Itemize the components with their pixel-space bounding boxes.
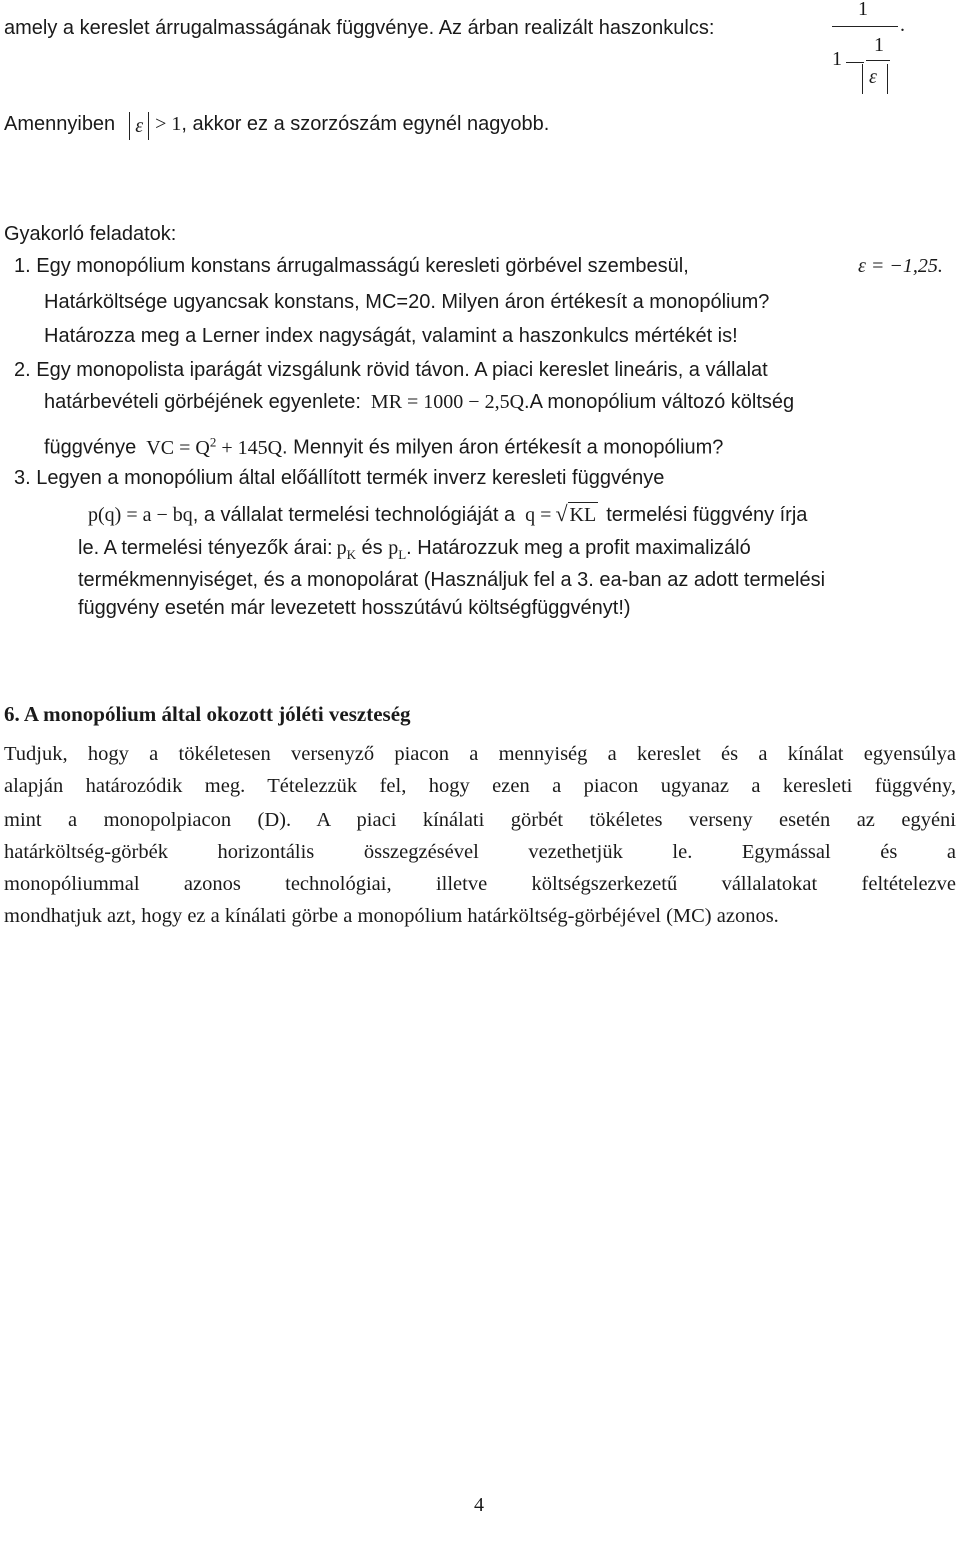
amennyiben-prefix: Amennyiben xyxy=(4,113,116,135)
task3-line4: termékmennyiséget, és a monopolárat (Használjuk fel a 3. ea-ban az adott termelési xyxy=(78,569,826,591)
intro-line xyxy=(4,16,714,40)
task3-sqrt-kl: KL xyxy=(569,504,597,526)
inner-numerator: 1 xyxy=(874,34,884,56)
task1-epsilon-value xyxy=(858,254,943,278)
exercises-title: Gyakorló feladatok: xyxy=(4,223,177,245)
pk-p: p xyxy=(336,537,347,559)
fraction-den-minus xyxy=(846,62,864,63)
task3-line3 xyxy=(78,536,751,567)
paragraph-line: határköltség-görbék horizontális összegzésével vezethetjük le. Egymással és a xyxy=(4,841,956,863)
vc-exponent: 2 xyxy=(209,434,217,449)
task2-line1: 2. Egy monopolista iparágát vizsgálunk rövid távon. A piaci kereslet lineáris, a vállalat xyxy=(14,359,768,381)
inner-abs-epsilon xyxy=(862,64,888,94)
task3-es: és xyxy=(355,537,389,559)
task2-tail: .A monopólium változó költség xyxy=(524,391,795,413)
amennyiben-line xyxy=(4,112,549,140)
fraction-period: . xyxy=(900,14,905,36)
fraction-bar xyxy=(832,26,898,27)
inner-fraction-bar xyxy=(866,60,890,61)
task3-line2 xyxy=(88,502,807,529)
pl-p: p xyxy=(388,537,399,559)
task3-inverse-demand: p(q) = a − bq xyxy=(88,504,193,526)
paragraph-line: alapján határozódik meg. Tételezzük fel, hogy ezen a piacon ugyanaz a keresleti függvény, xyxy=(4,775,956,797)
pl-sub: L xyxy=(398,547,407,562)
amennyiben-rel: > 1 xyxy=(155,113,182,135)
task1-text: 1. Egy monopólium konstans árrugalmasságú keresleti görbével szembesül, xyxy=(14,255,689,277)
task2-line3 xyxy=(44,430,723,462)
task1-line1 xyxy=(14,254,689,278)
task3-line3-tail: . Határozzuk meg a profit maximalizáló xyxy=(406,537,751,559)
paragraph-line: mint a monopolpiacon (D). A piaci kínálati görbét tökéletes verseny esetén az egyéni xyxy=(4,809,956,831)
task3-q-eq: q = xyxy=(525,504,552,526)
task2-line3-tail: . Mennyit és milyen áron értékesít a monopólium? xyxy=(282,436,724,459)
vc-part-b: + 145Q xyxy=(216,436,283,459)
paragraph-line: monopóliummal azonos technológiai, illetve költségszerkezetű vállalatokat feltételezve xyxy=(4,873,956,895)
task3-mid: , a vállalat termelési technológiáját a xyxy=(192,504,516,526)
vc-part-a: VC = Q xyxy=(146,436,210,459)
pk-sub: K xyxy=(346,547,356,562)
task1-epsilon: ε = −1,25. xyxy=(858,255,943,277)
task1-line2: Határköltsége ugyancsak konstans, MC=20. Milyen áron értékesít a monopólium? xyxy=(44,291,770,313)
task2-vc-equation xyxy=(146,434,283,459)
fraction-numerator: 1 xyxy=(858,0,868,20)
paragraph-line: mondhatjuk azt, hogy ez a kínálati görbe a monopólium határköltség-görbéjével (MC) azonos. xyxy=(4,905,779,927)
task2-text: határbevételi görbéjének egyenlete: xyxy=(44,391,361,413)
epsilon-symbol-2: ε xyxy=(135,115,144,138)
epsilon-symbol: ε xyxy=(869,66,877,88)
intro-text: amely a kereslet árrugalmasságának függvénye. Az árban realizált haszonkulcs: xyxy=(4,17,715,39)
fraction-den-one: 1 xyxy=(832,48,842,70)
abs-epsilon xyxy=(129,112,149,140)
sqrt-symbol: √ xyxy=(555,501,568,526)
task3-line5: függvény esetén már levezetett hosszútávú költségfüggvényt!) xyxy=(78,597,631,619)
task2-line2 xyxy=(44,390,794,416)
page-number: 4 xyxy=(474,1494,484,1516)
section-heading: 6. A monopólium által okozott jóléti veszteség xyxy=(4,702,411,726)
price-pl xyxy=(388,537,407,562)
paragraph-line: Tudjuk, hogy a tökéletesen versenyző piacon a mennyiség a kereslet és a kínálat egyensúlya xyxy=(4,743,956,765)
task3-line3-text: le. A termelési tényezők árai: xyxy=(78,537,333,559)
task2-line3-text: függvénye xyxy=(44,436,137,459)
task3-line1: 3. Legyen a monopólium által előállított termék inverz keresleti függvénye xyxy=(14,467,665,489)
task3-line2-tail: termelési függvény írja xyxy=(606,504,808,526)
markup-fraction xyxy=(826,0,936,100)
price-pk xyxy=(336,537,356,562)
amennyiben-suffix: , akkor ez a szorzószám egynél nagyobb. xyxy=(181,113,550,135)
task2-mr-equation: MR = 1000 − 2,5Q xyxy=(370,391,525,413)
task1-line3: Határozza meg a Lerner index nagyságát, valamint a haszonkulcs mértékét is! xyxy=(44,325,738,347)
